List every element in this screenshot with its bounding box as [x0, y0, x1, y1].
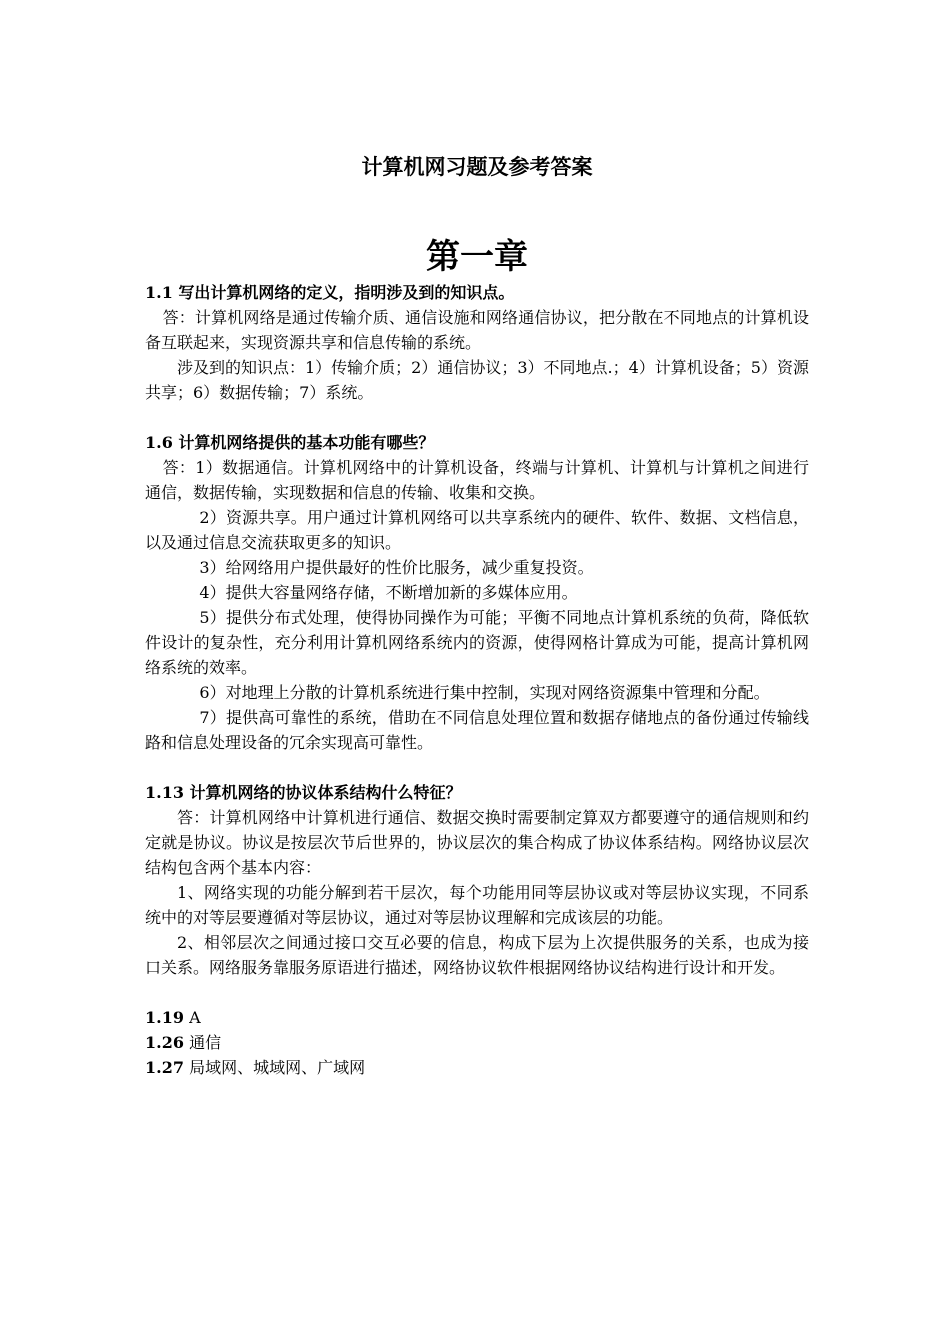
answer-paragraph: 答：计算机网络中计算机进行通信、数据交换时需要制定算双方都要遵守的通信规则和约定就是协议。协议是按层次节后世界的，协议层次的集合构成了协议体系结构。网络协议层次结构包含两个基本内容： — [145, 808, 809, 877]
document-body — [145, 150, 809, 1080]
question-block-1-1 — [145, 280, 809, 405]
question-number: 1.27 — [145, 1058, 184, 1077]
short-answer-list — [145, 1005, 809, 1080]
short-answer-item — [145, 1030, 809, 1055]
question-heading: 1.6 计算机网络提供的基本功能有哪些？ — [145, 433, 435, 452]
question-number: 1.26 — [145, 1033, 184, 1052]
answer-text: 局域网、城域网、广域网 — [189, 1058, 366, 1077]
answer-paragraph: 答：计算机网络是通过传输介质、通信设施和网络通信协议，把分散在不同地点的计算机设备互联起来，实现资源共享和信息传输的系统。 — [145, 308, 809, 352]
answer-paragraph: 7）提供高可靠性的系统，借助在不同信息处理位置和数据存储地点的备份通过传输线路和信息处理设备的冗余实现高可靠性。 — [145, 708, 809, 752]
short-answer-item — [145, 1005, 809, 1030]
chapter-heading: 第一章 — [426, 237, 528, 277]
answer-paragraph: 1、网络实现的功能分解到若干层次，每个功能用同等层协议或对等层协议实现，不同系统中的对等层要遵循对等层协议，通过对等层协议理解和完成该层的功能。 — [145, 883, 809, 927]
answer-paragraph: 3）给网络用户提供最好的性价比服务，减少重复投资。 — [199, 558, 594, 577]
answer-paragraph: 2）资源共享。用户通过计算机网络可以共享系统内的硬件、软件、数据、文档信息，以及通过信息交流获取更多的知识。 — [145, 508, 809, 552]
answer-text: A — [189, 1008, 201, 1027]
short-answer-item — [145, 1055, 809, 1080]
answer-paragraph: 4）提供大容量网络存储，不断增加新的多媒体应用。 — [199, 583, 578, 602]
answer-paragraph: 涉及到的知识点：1）传输介质；2）通信协议；3）不同地点.；4）计算机设备；5）资源共享；6）数据传输；7）系统。 — [145, 358, 809, 402]
question-heading: 1.13 计算机网络的协议体系结构什么特征？ — [145, 783, 462, 802]
question-block-1-13 — [145, 780, 809, 980]
question-number: 1.19 — [145, 1008, 184, 1027]
answer-paragraph: 答：1）数据通信。计算机网络中的计算机设备，终端与计算机、计算机与计算机之间进行通信，数据传输，实现数据和信息的传输、收集和交换。 — [145, 458, 809, 502]
question-heading: 1.1 写出计算机网络的定义，指明涉及到的知识点。 — [145, 283, 515, 302]
answer-text: 通信 — [189, 1033, 222, 1052]
answer-paragraph: 5）提供分布式处理，使得协同操作为可能；平衡不同地点计算机系统的负荷，降低软件设计的复杂性，充分利用计算机网络系统内的资源，使得网格计算成为可能，提高计算机网络系统的效率。 — [145, 608, 809, 677]
document-title: 计算机网习题及参考答案 — [361, 154, 593, 179]
answer-paragraph: 2、相邻层次之间通过接口交互必要的信息，构成下层为上次提供服务的关系，也成为接口关系。网络服务靠服务原语进行描述，网络协议软件根据网络协议结构进行设计和开发。 — [145, 933, 809, 977]
answer-paragraph: 6）对地理上分散的计算机系统进行集中控制，实现对网络资源集中管理和分配。 — [199, 683, 770, 702]
question-block-1-6 — [145, 430, 809, 755]
